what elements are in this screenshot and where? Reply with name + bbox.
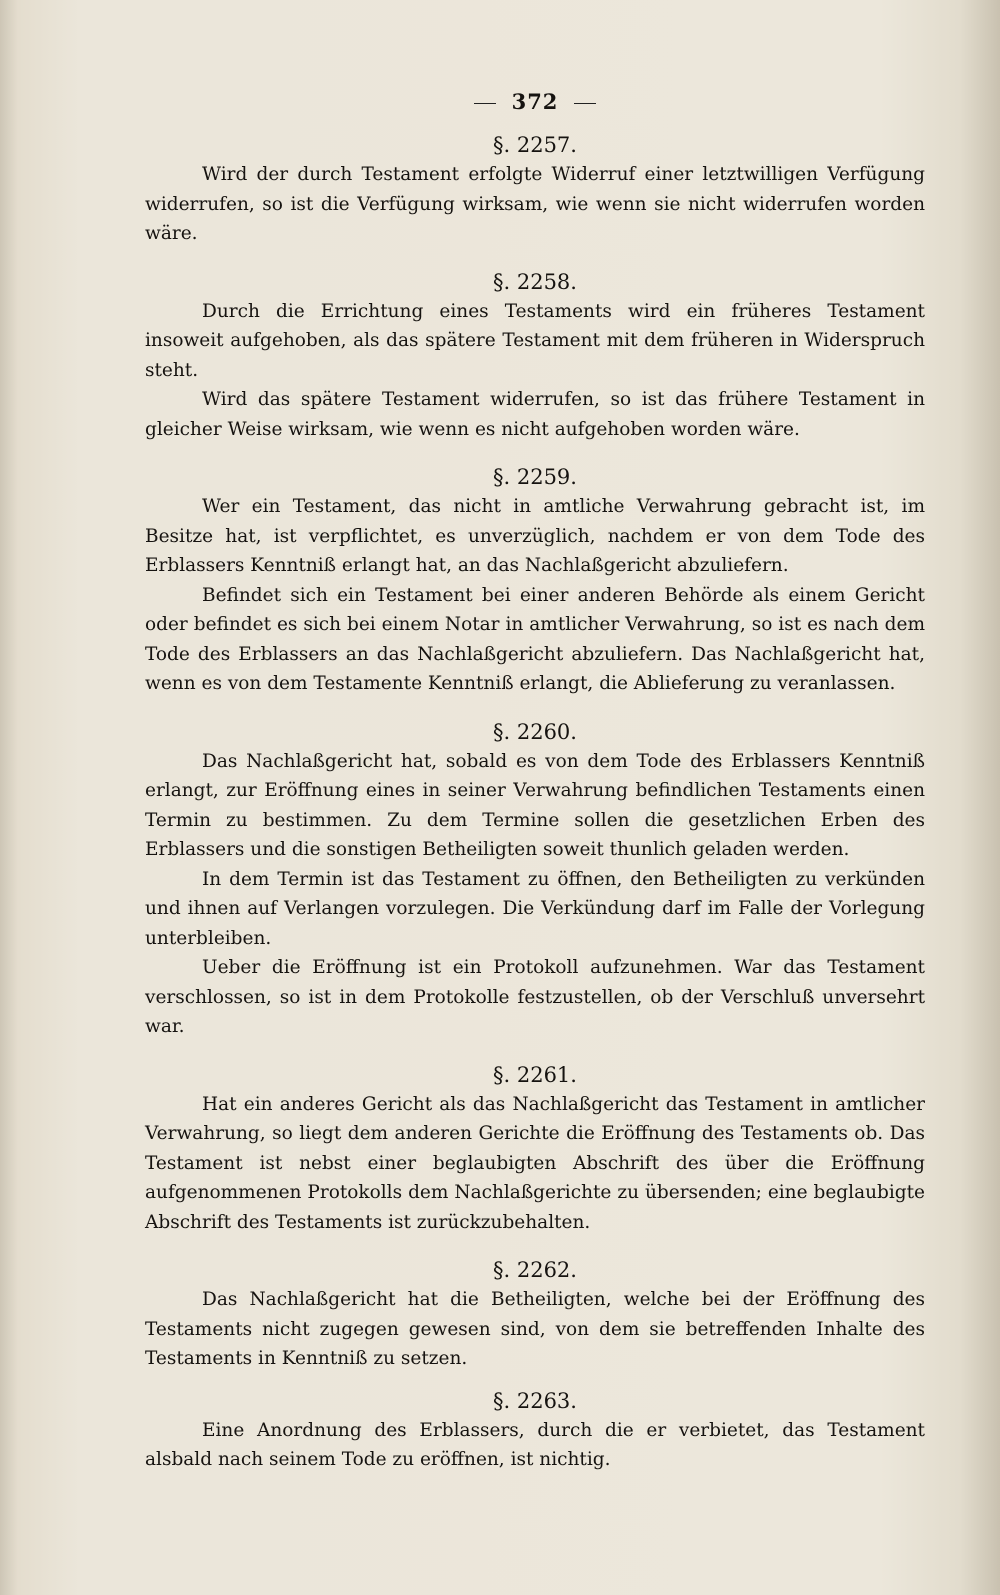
section-paragraph: Befindet sich ein Testament bei einer anderen Behörde als einem Gericht oder befindet es sich bei einem Notar in amtlicher Verwahrung, so ist es nach dem Tode des Erblassers an das Nachlaßgericht abzuliefern. Das Nachlaßgericht hat, wenn es von dem Testamente Kenntniß erlangt, die Ablieferung zu veranlassen. [145, 584, 925, 694]
section-2257 [145, 130, 925, 249]
section-2260 [145, 717, 925, 1042]
section-heading: §. 2260. [493, 719, 577, 744]
section-heading: §. 2257. [493, 133, 577, 157]
page-number-right-dash [574, 103, 596, 104]
section-paragraph: Eine Anordnung des Erblassers, durch die er verbietet, das Testament alsbald nach seinem Tode zu eröffnen, ist nichtig. [145, 1419, 925, 1470]
page-number: 372 [511, 89, 559, 114]
section-heading: §. 2261. [493, 1062, 577, 1087]
section-2258 [145, 267, 925, 445]
section-paragraph: Ueber die Eröffnung ist ein Protokoll aufzunehmen. War das Testament verschlossen, so ist in dem Protokolle festzustellen, ob der Verschluß unversehrt war. [145, 957, 925, 1037]
page-number-line [145, 84, 925, 120]
section-paragraph: Hat ein anderes Gericht als das Nachlaßgericht das Testament in amtlicher Verwahrung, so liegt dem anderen Gerichte die Eröffnung des Testaments ob. Das Testament ist nebst einer beglaubigten Abschrift des über die Eröffnung aufgenommenen Protokolls dem Nachlaßgerichte zu übersenden; eine beglaubigte Abschrift des Testaments ist zurückzubehalten. [145, 1093, 925, 1233]
page-number-left-dash [474, 103, 496, 104]
section-paragraph: Wird das spätere Testament widerrufen, so ist das frühere Testament in gleicher Weise wirksam, wie wenn es nicht aufgehoben worden wäre. [145, 389, 925, 440]
section-heading: §. 2259. [493, 465, 577, 489]
page-content [145, 84, 925, 1475]
section-paragraph: Das Nachlaßgericht hat die Betheiligten, welche bei der Eröffnung des Testaments nicht zugegen gewesen sind, von dem sie betreffenden Inhalte des Testaments in Kenntniß zu setzen. [145, 1289, 925, 1369]
section-2259 [145, 462, 925, 699]
section-2263 [145, 1386, 925, 1475]
section-2261 [145, 1060, 925, 1238]
section-paragraph: Wird der durch Testament erfolgte Widerruf einer letztwilligen Verfügung widerrufen, so ist die Verfügung wirksam, wie wenn sie nicht widerrufen worden wäre. [145, 164, 925, 244]
section-heading: §. 2263. [493, 1388, 577, 1413]
section-2262 [145, 1255, 925, 1374]
section-heading: §. 2258. [493, 269, 577, 294]
section-paragraph: Das Nachlaßgericht hat, sobald es von dem Tode des Erblassers Kenntniß erlangt, zur Eröffnung eines in seiner Verwahrung befindlichen Testaments einen Termin zu bestimmen. Zu dem Termine sollen die gesetzlichen Erben des Erblassers und die sonstigen Betheiligten soweit thunlich geladen werden. [145, 750, 925, 860]
section-paragraph: Durch die Errichtung eines Testaments wird ein früheres Testament insoweit aufgehoben, als das spätere Testament mit dem früheren in Widerspruch steht. [145, 300, 925, 381]
section-paragraph: Wer ein Testament, das nicht in amtliche Verwahrung gebracht ist, im Besitze hat, ist verpflichtet, es unverzüglich, nachdem er von dem Tode des Erblassers Kenntniß erlangt hat, an das Nachlaßgericht abzuliefern. [145, 496, 925, 576]
section-paragraph: In dem Termin ist das Testament zu öffnen, den Betheiligten zu verkünden und ihnen auf Verlangen vorzulegen. Die Verkündung darf im Falle der Vorlegung unterbleiben. [145, 868, 925, 949]
section-heading: §. 2262. [493, 1258, 577, 1282]
